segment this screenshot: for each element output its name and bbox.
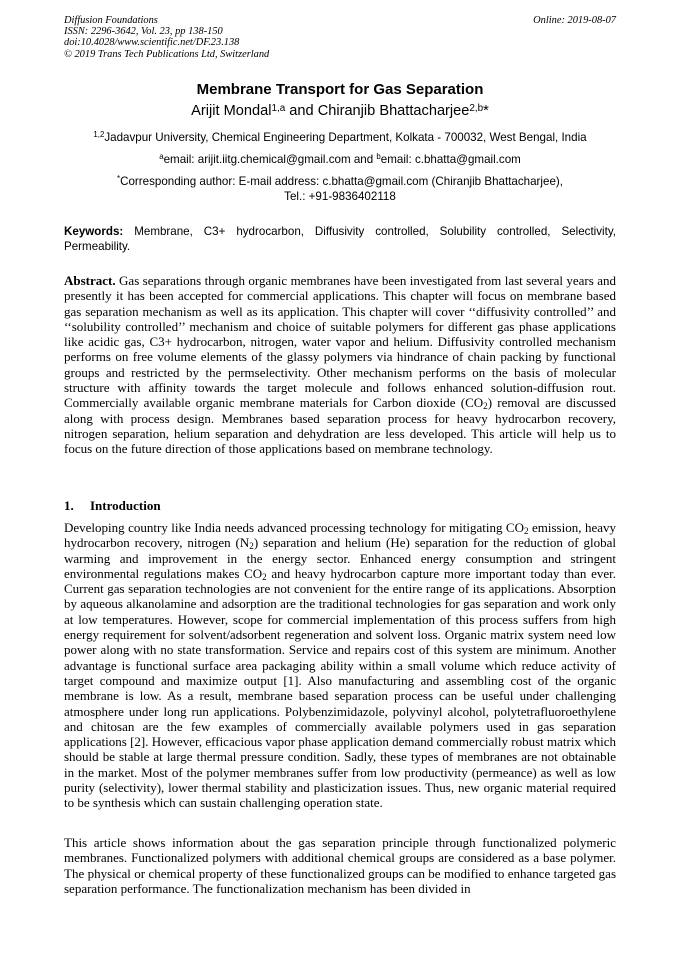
email-a-text: email: arijit.iitg.chemical@gmail.com and [163,153,377,166]
abstract-text-1: Gas separations through organic membranes have been investigated from last several years and presently it has been accepted for commercial applications. This chapter will focus on membrane based gas separation mechanism as well as its application. This chapter will cover ‘‘diffusivity controlled’’ and ‘‘solubility controlled’’ mechanism and choice of suitable polymers for different gas phase applications like acidic gas, C3+ hydrocarbon, nitrogen, water vapor and helium. Diffusivity controlled mechanism performs on free volume elements of the glassy polymers via hindrance of chain packing by functional groups and restricted by the permselectivity. Other mechanism performs on the basis of molecular structure with affinity towards the target molecule and follows enhanced solution-diffusion rout. Commercially available organic membrane materials for Carbon dioxide (CO [64,273,616,411]
abstract-text-2: ) removal are discussed along with process design. Membranes based separation process for heavy hydrocarbon recovery, nitrogen separation, helium separation and dehydration are less developed. This article will help us to focus on the future direction of those applications based on membrane technology. [64,395,616,457]
affiliation [64,130,616,145]
author-1: Arijit Mondal [191,103,272,119]
abstract [64,273,616,457]
corresponding-star: * [483,103,489,119]
email-b-text: email: c.bhatta@gmail.com [380,153,521,166]
intro-text-3: ) separation and helium (He) separation for the reduction of global warming and improvement in the energy sector. Enhanced energy consumption and stringent environmental regulations makes CO [64,535,616,581]
author-line [64,102,616,121]
keywords-label: Keywords: [64,225,124,238]
intro-subscript-3: 2 [262,571,267,582]
journal-header [64,15,616,60]
author-2-affiliation-mark: 2,b [469,103,484,114]
intro-subscript-1: 2 [523,526,529,536]
email-a-mark: a [159,152,164,161]
section-number: 1. [64,498,74,513]
abstract-subscript: 2 [483,401,488,412]
journal-name: Diffusion Foundations [64,15,158,26]
section-title: Introduction [90,498,161,513]
author-connector: and [285,103,318,119]
corresponding-line-2: Tel.: +91-9836402118 [284,190,396,203]
keywords [64,224,616,254]
intro-text-1: Developing country like India needs advanced processing technology for mitigating CO [64,520,524,535]
online-date: Online: 2019-08-07 [533,15,616,26]
corresponding-author [64,174,616,204]
abstract-label: Abstract. [64,273,116,288]
email-b-mark: b [376,152,381,161]
corresponding-mark: * [117,174,121,183]
corresponding-line-1: Corresponding author: E-mail address: c.bhatta@gmail.com (Chiranjib Bhattacharjee), [120,175,563,188]
paper-title: Membrane Transport for Gas Separation [196,81,484,98]
journal-copyright: © 2019 Trans Tech Publications Ltd, Switzerland [64,48,270,60]
journal-issn: ISSN: 2296-3642, Vol. 23, pp 138-150 [64,26,223,38]
affiliation-mark: 1,2 [93,130,105,139]
intro-text-2: emission, heavy hydrocarbon recovery, nitrogen (N [64,520,616,551]
author-1-affiliation-mark: 1,a [271,103,286,114]
emails [64,152,616,167]
affiliation-text: Jadavpur University, Chemical Engineering Department, Kolkata - 700032, West Bengal, India [104,131,587,144]
intro-text-4: and heavy hydrocarbon capture more important today than ever. Current gas separation technologies are not convenient for the entire range of its applications. Absorption by aqueous alkanolamine and adsorption are the traditional technologies for gas separation and work only at low temperatures. However, scope for commercial implementation of this process suffers from high energy requirement for solvent/adsorbent regeneration and solvent loss. Organic matrix system need low power along with no state transformation. Service and repairs cost of this system are minimum. Another advantage is functional surface area packaging ability within a small volume which reduce activity of target compound and maximize output [1]. Also manufacturing and assembling cost of the organic membrane is low. As a result, membrane based separation process can be useful under challenging atmosphere under long run applications. Polybenzimidazole, polyvinyl alcohol, polytetrafluoroethylene and chitosan are the few examples of commercially available polymers used in gas separation applications [2]. However, efficacious vapor phase application demand commercially robust matrix which should be stable at large thermal pressure condition. Sadly, these types of membranes are not obtainable in the market. Most of the polymer membranes suffer from low productivity (permeance) as well as low purity (selectivity), lower thermal stability and plasticization issues. Thus, new organic material required to be synthesis which can sustain challenging operation state. [64,565,616,811]
intro-paragraph-2: This article shows information about the gas separation principle through functionalized polymeric membranes. Functionalized polymers with additional chemical groups are considered as a base polymer. The physical or chemical property of these functionalized groups can be modified to enhance targeted gas separation performance. The functionalization mechanism has been divided in [64,835,616,896]
intro-subscript-2: 2 [249,541,254,552]
journal-doi: doi:10.4028/www.scientific.net/DF.23.138 [64,37,240,49]
author-2: Chiranjib Bhattacharjee [317,103,470,119]
intro-paragraph-1 [64,520,616,811]
keywords-text: Membrane, C3+ hydrocarbon, Diffusivity controlled, Solubility controlled, Selectivity, Permeability. [64,225,616,253]
section-heading [64,498,616,513]
